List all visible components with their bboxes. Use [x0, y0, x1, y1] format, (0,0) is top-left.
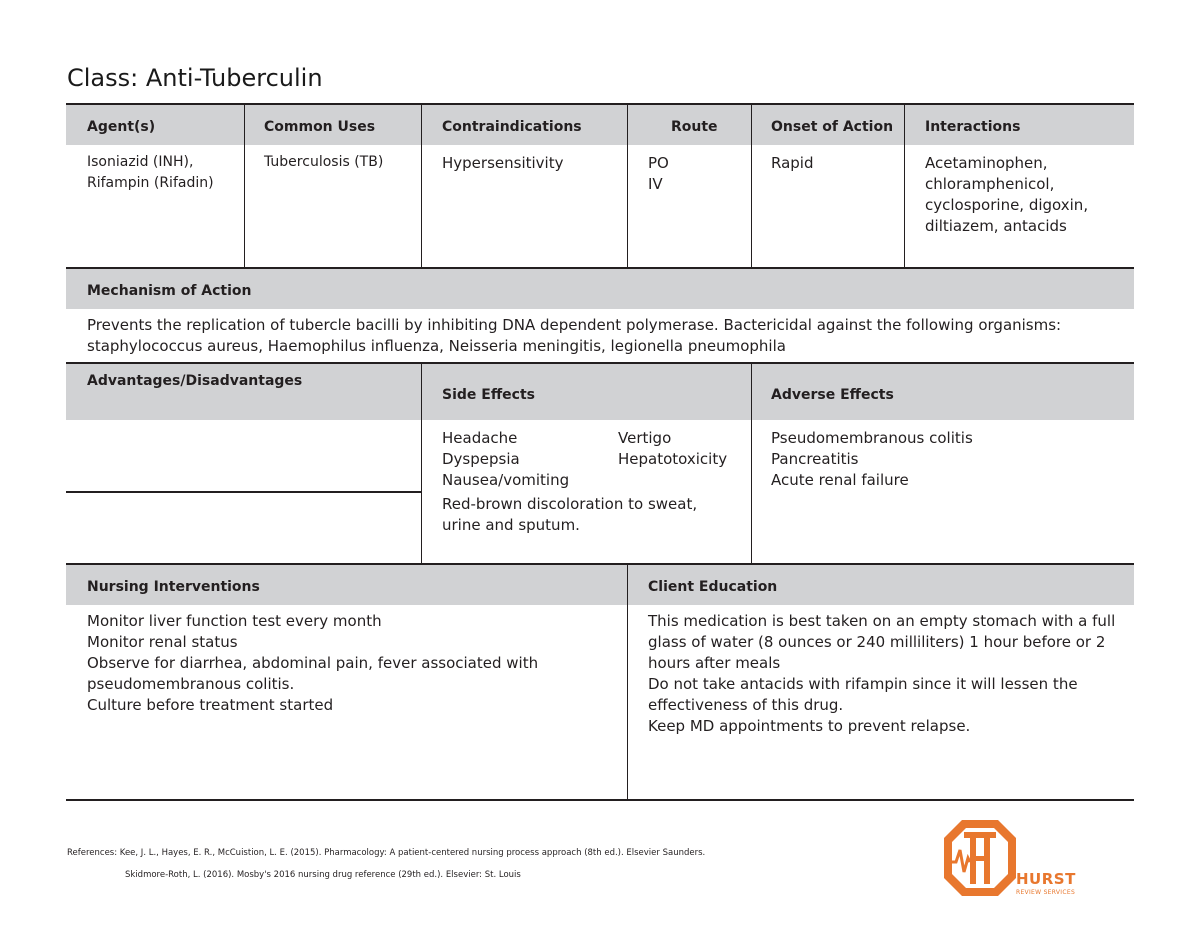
nursing-item: pseudomembranous colitis.: [87, 675, 295, 693]
adverse-effect-item: Pseudomembranous colitis: [771, 429, 973, 447]
side-effects-header: Side Effects: [442, 387, 535, 403]
hurst-logo-mark: [940, 818, 1020, 898]
col-divider: [751, 364, 752, 563]
col-divider: [904, 105, 905, 267]
adverse-effects-list: [771, 428, 973, 491]
col-divider: [751, 105, 752, 267]
side-effect-item: Nausea/vomiting: [442, 471, 570, 489]
side-effect-item: Headache: [442, 429, 518, 447]
side-effect-item: urine and sputum.: [442, 516, 580, 534]
adverse-effect-item: Acute renal failure: [771, 471, 909, 489]
education-item: This medication is best taken on an empty stomach with a full: [648, 612, 1116, 630]
logo-name: HURST: [1016, 870, 1076, 888]
interaction-line: Acetaminophen,: [925, 154, 1048, 172]
nursing-item: Monitor liver function test every month: [87, 612, 382, 630]
route-line: PO: [648, 154, 669, 172]
mechanism-text: [87, 315, 1061, 357]
education-header: Client Education: [648, 579, 778, 595]
route-line: IV: [648, 175, 663, 193]
uses-cell: Tuberculosis (TB): [264, 154, 384, 170]
side-effect-item: Red-brown discoloration to sweat,: [442, 495, 698, 513]
header-interactions: Interactions: [925, 119, 1021, 135]
reference-1: References: Kee, J. L., Hayes, E. R., McCuistion, L. E. (2015). Pharmacology: A patient-centered nursing process approach (8th ed.). Elsevier Saunders.: [67, 848, 706, 858]
mechanism-header: Mechanism of Action: [87, 283, 252, 299]
reference-2: Skidmore-Roth, L. (2016). Mosby's 2016 nursing drug reference (29th ed.). Elsevier: St. Louis: [125, 870, 521, 880]
side-effects-col1: [442, 428, 569, 491]
col-divider: [421, 105, 422, 267]
interaction-line: diltiazem, antacids: [925, 217, 1067, 235]
nursing-item: Culture before treatment started: [87, 696, 334, 714]
side-effect-item: Hepatotoxicity: [618, 450, 728, 468]
nursing-item: Observe for diarrhea, abdominal pain, fever associated with: [87, 654, 539, 672]
nursing-item: Monitor renal status: [87, 633, 238, 651]
header-common-uses: Common Uses: [264, 119, 376, 135]
side-effect-item: Dyspepsia: [442, 450, 520, 468]
col-divider: [627, 105, 628, 267]
agent-line: Rifampin (Rifadin): [87, 175, 214, 191]
education-item: effectiveness of this drug.: [648, 696, 844, 714]
header-onset: Onset of Action: [771, 119, 894, 135]
col-divider: [244, 105, 245, 267]
interaction-line: cyclosporine, digoxin,: [925, 196, 1089, 214]
mechanism-line: staphylococcus aureus, Haemophilus influenza, Neisseria meningitis, legionella pneumophila: [87, 337, 786, 355]
agents-cell: [87, 152, 214, 194]
side-effect-item: Vertigo: [618, 429, 672, 447]
education-item: glass of water (8 ounces or 240 milliliters) 1 hour before or 2: [648, 633, 1106, 651]
advantages-header: Advantages/Disadvantages: [87, 373, 303, 389]
onset-cell: Rapid: [771, 154, 814, 172]
header-contraindications: Contraindications: [442, 119, 582, 135]
education-item: Do not take antacids with rifampin since it will lessen the: [648, 675, 1078, 693]
interactions-cell: [925, 153, 1088, 237]
side-effects-col2: [618, 428, 727, 470]
interaction-line: chloramphenicol,: [925, 175, 1055, 193]
logo-subtitle: REVIEW SERVICES: [1016, 889, 1076, 896]
nursing-list: [87, 611, 538, 716]
col-divider: [627, 565, 628, 799]
bottom-rule: [66, 799, 1134, 801]
nursing-header: Nursing Interventions: [87, 579, 260, 595]
education-item: hours after meals: [648, 654, 781, 672]
adverse-effect-item: Pancreatitis: [771, 450, 859, 468]
page-title: Class: Anti-Tuberculin: [67, 64, 323, 92]
route-cell: [648, 153, 669, 195]
adverse-effects-header: Adverse Effects: [771, 387, 894, 403]
header-route: Route: [671, 119, 718, 135]
agent-line: Isoniazid (INH),: [87, 154, 194, 170]
education-list: [648, 611, 1115, 737]
education-item: Keep MD appointments to prevent relapse.: [648, 717, 971, 735]
col-divider: [421, 364, 422, 563]
side-effects-wide: [442, 494, 697, 536]
advantages-split-rule: [66, 491, 421, 493]
mechanism-line: Prevents the replication of tubercle bacilli by inhibiting DNA dependent polymerase. Bactericidal against the following organisms:: [87, 316, 1062, 334]
contraindications-cell: Hypersensitivity: [442, 154, 564, 172]
header-agents: Agent(s): [87, 119, 156, 135]
